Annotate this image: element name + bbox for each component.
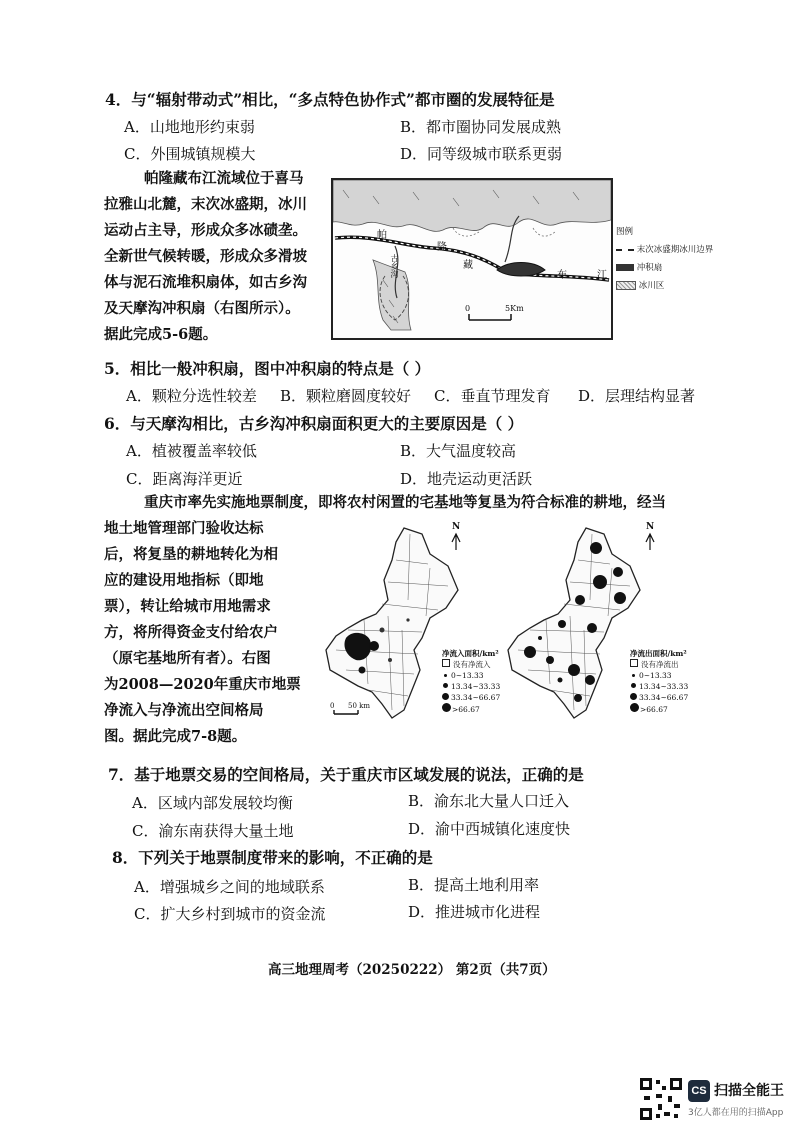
q8-stem: 8．下列关于地票制度带来的影响，不正确的是: [112, 848, 433, 867]
q8-option-d: D．推进城市化进程: [408, 903, 541, 921]
scanner-slogan: 3亿人都在用的扫描App: [688, 1108, 784, 1118]
passage-line: （原宅基地所有者）。右图: [104, 650, 271, 667]
q4-option-d: D．同等级城市联系更弱: [400, 145, 563, 163]
passage-line: 票），转让给城市用地需求: [104, 598, 271, 615]
passage-line: 全新世气候转暖，形成众多滑坡: [104, 248, 307, 265]
q6-option-d: D．地壳运动更活跃: [400, 470, 533, 488]
q4-option-b: B．都市圈协同发展成熟: [400, 118, 562, 136]
north-arrow-label: N: [646, 522, 655, 532]
river-char: 藏: [463, 260, 473, 271]
passage-palong: [104, 166, 326, 348]
legend-label: 0~13.33: [639, 671, 672, 680]
legend-row: [630, 692, 688, 703]
q7-option-c: C．渝东南获得大量土地: [132, 822, 294, 840]
legend-label: 没有净流入: [453, 660, 491, 669]
q8-option-a: A．增强城乡之间的地域联系: [134, 878, 325, 896]
fan-swatch: [616, 264, 634, 271]
passage-line: 为2008—2020年重庆市地票: [104, 676, 301, 693]
legend-row: [630, 681, 688, 692]
q7-stem: 7．基于地票交易的空间格局，关于重庆市区域发展的说法，正确的是: [108, 765, 584, 784]
scale-label: 5Km: [505, 304, 524, 313]
inflow-legend: [442, 648, 500, 715]
passage-line: 据此完成5-6题。: [104, 326, 218, 343]
scale-label: 50 km: [348, 702, 371, 710]
passage-line: 图。据此完成7-8题。: [104, 728, 247, 745]
q8-option-b: B．提高土地利用率: [408, 876, 540, 894]
q4-option-c: C．外围城镇规模大: [124, 145, 256, 163]
palong-map: [331, 178, 613, 340]
passage-line: 地土地管理部门验收达标: [104, 520, 264, 537]
passage-chongqing-first-line: 重庆市率先实施地票制度，即将农村闲置的宅基地等复垦为符合标准的耕地，经当: [144, 494, 666, 511]
passage-line: 帕隆藏布江流域位于喜马: [144, 170, 304, 187]
legend-dot: [630, 703, 639, 712]
legend-dot: [630, 693, 637, 700]
passage-line: 方，将所得资金支付给农户: [104, 624, 278, 641]
q6-option-c: C．距离海洋更近: [126, 470, 243, 488]
legend-item: 冲积扇: [636, 263, 663, 273]
legend-dot: [442, 703, 451, 712]
q5-option-c: C．垂直节理发育: [434, 387, 551, 405]
scanner-brand: 扫描全能王: [714, 1083, 784, 1099]
legend-row: [442, 703, 500, 715]
legend-row: [442, 659, 500, 670]
legend-empty-swatch: [442, 659, 450, 667]
passage-line: 净流入与净流出空间格局: [104, 702, 264, 719]
legend-label: 0~13.33: [451, 671, 484, 680]
q8-option-c: C．扩大乡村到城市的资金流: [134, 905, 326, 923]
q6-stem: 6．与天摩沟相比，古乡沟冲积扇面积更大的主要原因是（ ）: [104, 414, 524, 433]
river-char: 江: [597, 270, 607, 281]
q7-option-a: A．区域内部发展较均衡: [132, 794, 293, 812]
legend-dot: [443, 683, 448, 688]
passage-line: 后，将复垦的耕地转化为相: [104, 546, 278, 563]
q6-option-b: B．大气温度较高: [400, 442, 517, 460]
passage-line: 运动占主导，形成众多冰碛垄。: [104, 222, 307, 239]
legend-label: >66.67: [452, 705, 480, 714]
legend-row: [630, 670, 688, 681]
north-arrow-label: N: [452, 522, 461, 532]
legend-dot: [444, 674, 447, 677]
scale-start: 0: [465, 304, 471, 313]
legend-row: [630, 703, 688, 715]
legend-item: 冰川区: [638, 281, 665, 291]
palong-map-legend: [616, 225, 714, 291]
legend-row: [442, 670, 500, 681]
legend-row: [442, 692, 500, 703]
q6-option-a: A．植被覆盖率较低: [126, 442, 257, 460]
tributary-label: 古乡沟: [390, 254, 399, 278]
q5-option-d: D．层理结构显著: [578, 387, 696, 405]
qr-code: [640, 1078, 682, 1120]
chongqing-inflow-map: [318, 520, 501, 735]
legend-label: 13.34~33.33: [451, 682, 501, 691]
legend-dot: [442, 693, 449, 700]
passage-chongqing: [104, 516, 312, 750]
river-char: 隆: [437, 242, 447, 253]
outflow-legend-title: 净流出面积/km²: [630, 649, 687, 658]
scale-start: 0: [330, 702, 335, 710]
legend-label: 13.34~33.33: [639, 682, 689, 691]
glacier-swatch: [616, 281, 636, 290]
q7-option-b: B．渝东北大量人口迁入: [408, 792, 570, 810]
legend-row: [630, 659, 688, 670]
river-char: 布: [557, 270, 567, 281]
passage-line: 拉雅山北麓，末次冰盛期，冰川: [104, 196, 307, 213]
page-footer: 高三地理周考（20250222） 第2页（共7页）: [268, 962, 556, 978]
passage-line: 体与泥石流堆积扇体，如古乡沟: [104, 274, 307, 291]
legend-item: 末次冰盛期冰川边界: [636, 245, 714, 255]
q4-option-a: A．山地地形约束弱: [124, 118, 255, 136]
legend-label: 33.34~66.67: [451, 693, 501, 702]
outflow-legend: [630, 648, 688, 715]
glacier-boundary-swatch: [616, 249, 634, 251]
river-char: 帕: [377, 230, 387, 241]
passage-line: 及天摩沟冲积扇（右图所示）。: [104, 300, 300, 317]
q7-option-d: D．渝中西城镇化速度快: [408, 820, 571, 838]
q5-stem: 5．相比一般冲积扇，图中冲积扇的特点是（ ）: [104, 359, 431, 378]
legend-dot: [632, 674, 635, 677]
legend-empty-swatch: [630, 659, 638, 667]
q4-stem: 4．与“辐射带动式”相比，“多点特色协作式”都市圈的发展特征是: [105, 90, 555, 109]
q5-option-a: A．颗粒分选性较差: [126, 387, 257, 405]
legend-row: [442, 681, 500, 692]
scanner-logo-icon: CS: [688, 1080, 710, 1102]
legend-dot: [631, 683, 636, 688]
qr-code-graphic: [640, 1078, 682, 1120]
q5-option-b: B．颗粒磨圆度较好: [280, 387, 412, 405]
passage-line: 应的建设用地指标（即地: [104, 572, 264, 589]
chongqing-outflow-map: [500, 520, 700, 735]
inflow-legend-title: 净流入面积/km²: [442, 649, 499, 658]
legend-title: 图例: [616, 227, 634, 237]
legend-label: 没有净流出: [641, 660, 679, 669]
legend-label: >66.67: [640, 705, 668, 714]
legend-label: 33.34~66.67: [639, 693, 689, 702]
